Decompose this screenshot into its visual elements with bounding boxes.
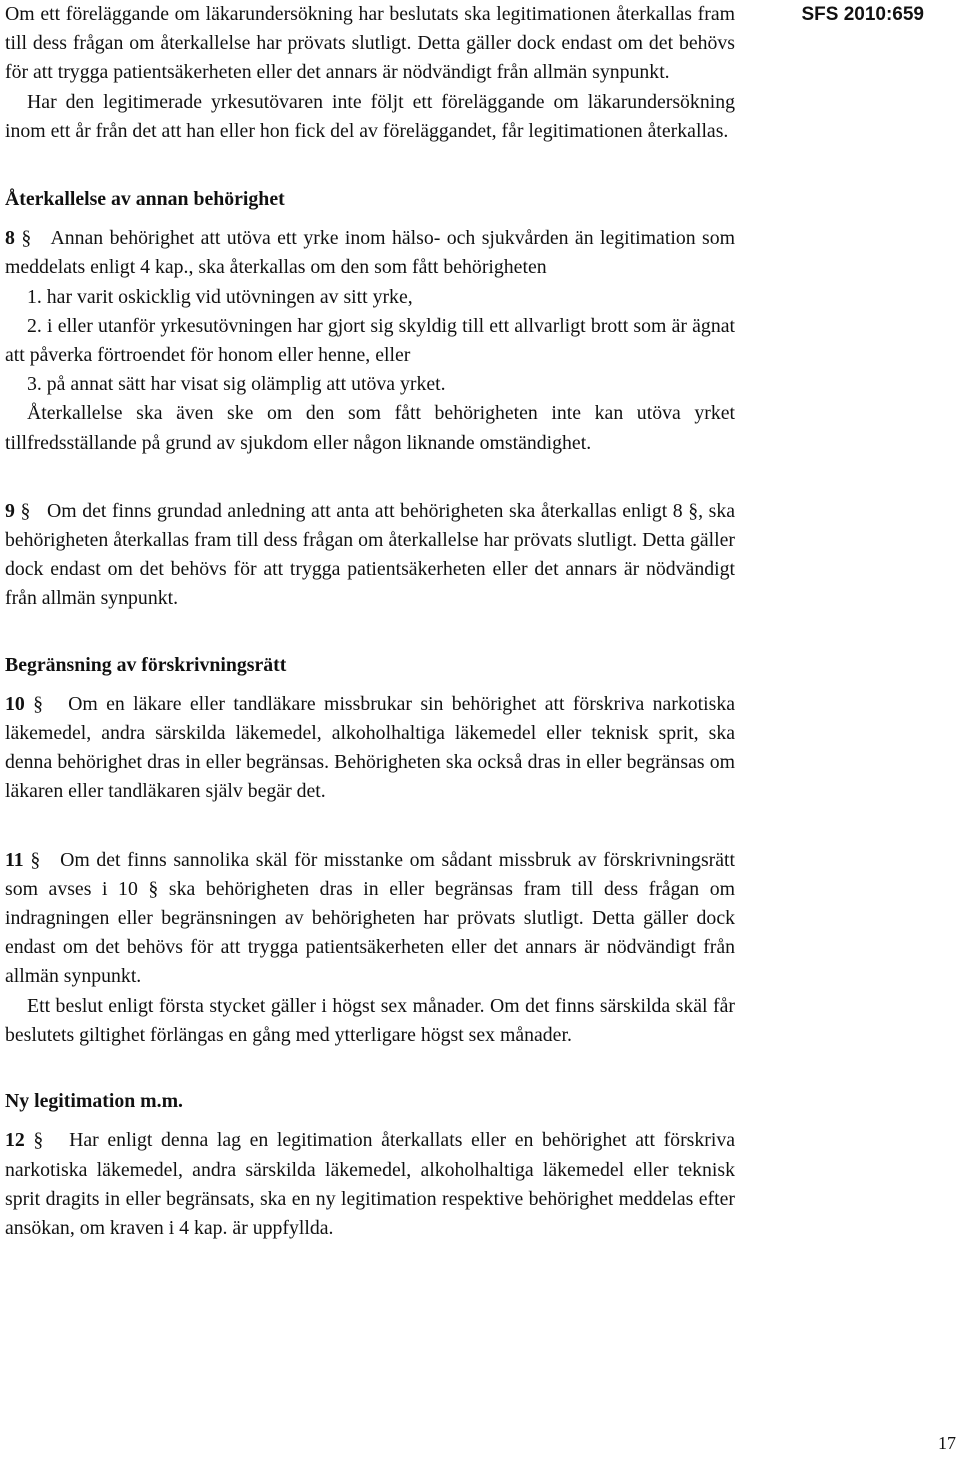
section-10-paragraph [5,690,735,807]
section-symbol: § [33,1129,44,1152]
page-number: 17 [938,1433,956,1453]
section-11-number: 11 [5,848,24,871]
sfs-reference: SFS 2010:659 [801,4,924,25]
section-heading-revocation-other-authority: Återkallelse av annan behörighet [5,188,285,211]
section-8-item-3: 3. på annat sätt har visat sig olämplig att utöva yrket. [27,373,446,396]
section-8-paragraph-2: Återkallelse ska även ske om den som fått behörigheten inte kan utöva yrket tillfredsställande på grund av sjukdom eller någon liknande omständighet. [5,402,735,454]
section-symbol: § [21,227,32,250]
section-symbol: § [20,499,31,522]
section-heading-new-license: Ny legitimation m.m. [5,1090,184,1113]
section-symbol: § [30,848,41,871]
section-10-number: 10 [5,692,25,715]
section-11-paragraph-2: Ett beslut enligt första stycket gäller i högst sex månader. Om det finns särskilda skäl får beslutets giltighet förlängas en gång med ytterligare högst sex månader. [5,994,735,1046]
section-11-paragraph [5,846,735,992]
section-10-text: Om en läkare eller tandläkare missbrukar sin behörighet att förskriva narkotiska läkemedel, andra särskilda läkemedel, alkoholhaltiga läkemedel eller teknisk sprit, ska denna behörighet dras in eller begränsas. Behörigheten ska också dras in eller begränsas om läkaren eller tandläkaren själv begär det. [5,692,735,803]
intro-paragraph-1: Om ett föreläggande om läkarundersökning har beslutats ska legitimationen återkallas fram till dess frågan om återkallelse har prövats slutligt. Detta gäller dock endast om det behövs för att trygga patientsäkerheten eller det annars är nödvändigt från allmän synpunkt. [5,3,735,84]
section-9-number: 9 [5,499,15,522]
section-11-text: Om det finns sannolika skäl för misstanke om sådant missbruk av förskrivningsrätt som avses i 10 § ska behörigheten dras in eller begränsas fram till dess frågan om indragningen eller begränsningen av behörigheten har prövats slutligt. Detta gäller dock endast om det behövs för att trygga patientsäkerheten eller det annars är nödvändigt från allmän synpunkt. [5,848,735,988]
intro-paragraph-2: Har den legitimerade yrkesutövaren inte följt ett föreläggande om läkarundersökning inom ett år från det att han eller hon fick del av föreläggandet, får legitimationen återkallas. [5,90,735,142]
section-12-paragraph [5,1126,735,1243]
document-body [5,0,735,1243]
section-12-text: Har enligt denna lag en legitimation återkallats eller en behörighet att förskriva narkotiska läkemedel, andra särskilda läkemedel, alkoholhaltiga läkemedel eller teknisk sprit dragits in eller begränsats, ska en ny legitimation respektive behörighet meddelas efter ansökan, om kraven i 4 kap. är uppfyllda. [5,1129,735,1239]
section-8-text: Annan behörighet att utöva ett yrke inom hälso- och sjukvården än legitimation som meddelats enligt 4 kap., ska återkallas om den som fått behörigheten [5,227,735,279]
section-8-number: 8 [5,227,15,250]
section-heading-prescription-limitation: Begränsning av förskrivningsrätt [5,653,287,676]
section-8-paragraph [5,224,735,282]
section-9-paragraph [5,497,735,614]
section-9-text: Om det finns grundad anledning att anta att behörigheten ska återkallas enligt 8 §, ska behörigheten återkallas fram till dess frågan om återkallelse har prövats slutligt. Detta gäller dock endast om det behövs för att trygga patientsäkerheten eller det annars är nödvändigt från allmän synpunkt. [5,499,735,610]
section-symbol: § [33,692,44,715]
section-12-number: 12 [5,1129,25,1152]
section-8-item-1: 1. har varit oskicklig vid utövningen av sitt yrke, [27,285,413,308]
section-8-item-2: 2. i eller utanför yrkesutövningen har gjort sig skyldig till ett allvarligt brott som är ägnat att påverka förtroendet för honom eller henne, eller [5,314,735,367]
